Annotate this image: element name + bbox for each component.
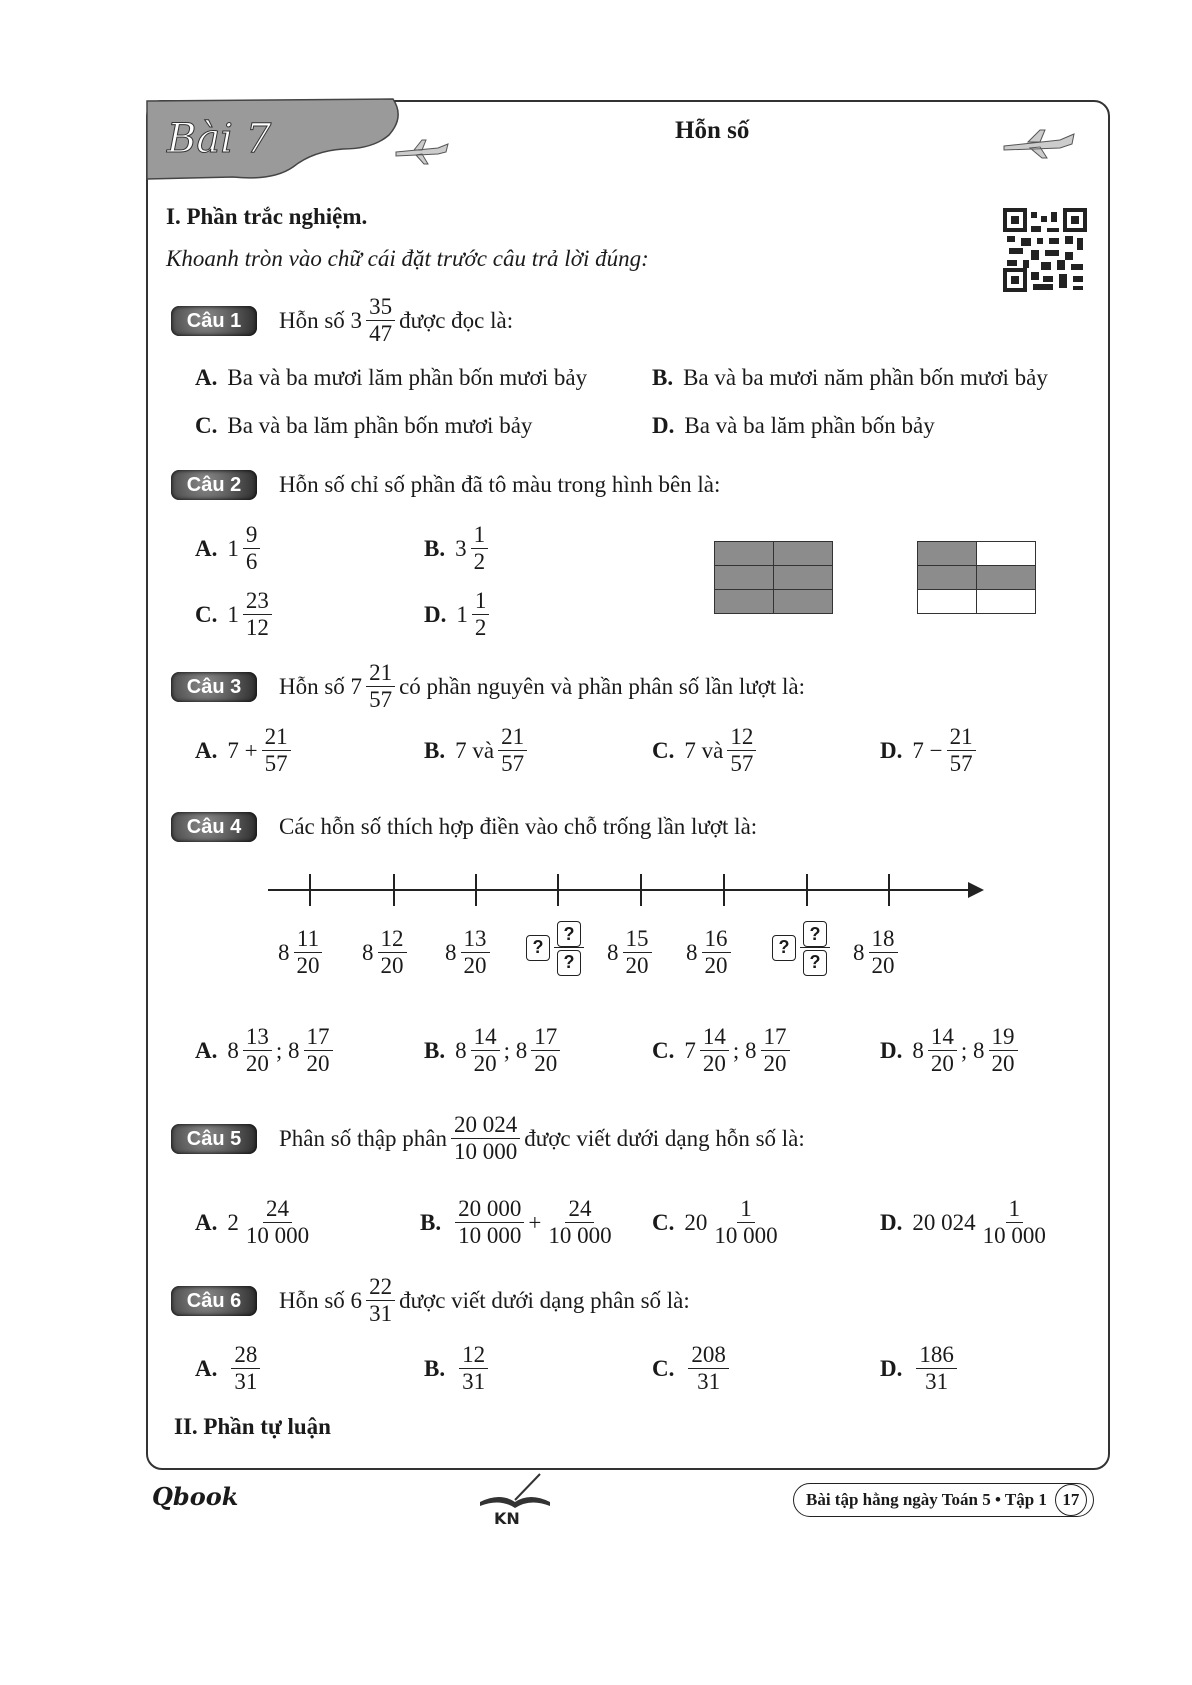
question-6 [171,1274,690,1328]
page-number: 17 [1055,1484,1087,1516]
question-text: Hỗn số 6 [279,1287,363,1313]
fraction: $\frac{20 024}{10 000}$ [451,1112,520,1166]
blank-mixed-number[interactable]: ? $\frac{?}{?}$ [526,920,588,976]
question-badge: Câu 1 [171,306,257,336]
question-text: Hỗn số 3 [279,307,363,333]
option-d[interactable]: D. 1 $\frac{1}{2}$ [424,588,493,642]
option-d[interactable]: D. Ba và ba lăm phần bốn bảy [652,413,935,438]
tick-label: 8 $\frac{12}{20}$ [362,926,411,980]
option-c[interactable]: C. $\frac{208}{31}$ [652,1342,733,1396]
option-c[interactable]: C. 7 $\frac{14}{20}$ ; 8 $\frac{17}{20}$ [652,1024,794,1078]
option-d[interactable]: D. 8 $\frac{14}{20}$ ; 8 $\frac{19}{20}$ [880,1024,1022,1078]
option-a[interactable]: A. $\frac{28}{31}$ [195,1342,264,1396]
tick-label: 8 $\frac{13}{20}$ [445,926,494,980]
option-b[interactable]: B. 3 $\frac{1}{2}$ [424,522,492,576]
option-c[interactable]: C. 20 $\frac{1}{10 000}$ [652,1196,778,1249]
question-text: Phân số thập phân [279,1125,448,1151]
option-c[interactable]: C. Ba và ba lăm phần bốn mươi bảy [195,413,533,438]
option-a[interactable]: A. 8 $\frac{13}{20}$ ; 8 $\frac{17}{20}$ [195,1024,337,1078]
question-badge: Câu 2 [171,470,257,500]
option-d[interactable]: D. 7 − $\frac{21}{57}$ [880,724,980,778]
option-b[interactable]: B. $\frac{20 000}{10 000}$ + $\frac{24}{10 000}$ [420,1196,612,1249]
question-5 [171,1112,805,1166]
question-1 [171,294,513,348]
option-b[interactable]: B. $\frac{12}{31}$ [424,1342,492,1396]
fraction: $\frac{21}{57}$ [366,660,395,714]
qr-code-icon[interactable] [1003,208,1087,292]
option-a[interactable]: A. 2 $\frac{24}{10 000}$ [195,1196,310,1249]
banner-text: Bài 7 [167,116,272,162]
blank-mixed-number[interactable]: ? $\frac{?}{?}$ [772,920,834,976]
option-b[interactable]: B. 8 $\frac{14}{20}$ ; 8 $\frac{17}{20}$ [424,1024,564,1078]
plane-icon [392,136,452,168]
shaded-grid-1 [714,541,833,614]
book-logo-icon [470,1468,560,1528]
svg-text:KN: KN [494,1509,520,1528]
fraction: $\frac{22}{31}$ [366,1274,395,1328]
option-a[interactable]: A. 1 $\frac{9}{6}$ [195,522,264,576]
number-line [258,870,988,920]
question-text: Hỗn số 7 [279,673,363,699]
tick-label: 8 $\frac{18}{20}$ [853,926,902,980]
tick-label: 8 $\frac{16}{20}$ [686,926,735,980]
question-badge: Câu 4 [171,812,257,842]
arrow-icon [968,882,984,898]
option-a[interactable]: A. Ba và ba mươi lăm phần bốn mươi bảy [195,365,588,390]
tick-label: 8 $\frac{11}{20}$ [278,926,327,980]
lesson-banner [143,97,405,181]
plane-icon [1000,126,1078,162]
publisher-logo: Qbook [152,1482,239,1511]
question-badge: Câu 6 [171,1286,257,1316]
option-c[interactable]: C. 1 $\frac{23}{12}$ [195,588,276,642]
question-text: Hỗn số chỉ số phần đã tô màu trong hình bên là: [279,472,721,497]
question-3 [171,660,805,714]
option-a[interactable]: A. 7 + $\frac{21}{57}$ [195,724,295,778]
option-b[interactable]: B. Ba và ba mươi năm phần bốn mươi bảy [652,365,1048,390]
question-2 [171,470,720,500]
question-text: được đọc là: [399,307,514,333]
series-label: Bài tập hằng ngày Toán 5 • Tập 1 17 [793,1483,1094,1517]
option-d[interactable]: D. 20 024 $\frac{1}{10 000}$ [880,1196,1046,1249]
instruction: Khoanh tròn vào chữ cái đặt trước câu trả lời đúng: [166,246,649,271]
option-d[interactable]: D. $\frac{186}{31}$ [880,1342,961,1396]
question-badge: Câu 5 [171,1124,257,1154]
option-c[interactable]: C. 7 và $\frac{12}{57}$ [652,724,760,778]
question-4 [171,812,757,842]
section-title: II. Phần tự luận [174,1414,331,1439]
question-badge: Câu 3 [171,672,257,702]
question-text: Các hỗn số thích hợp điền vào chỗ trống lần lượt là: [279,814,758,839]
shaded-grid-2 [917,541,1036,614]
lesson-title: Hỗn số [675,117,750,144]
section-title: I. Phần trắc nghiệm. [166,204,368,229]
fraction: $\frac{35}{47}$ [366,294,395,348]
question-text: được viết dưới dạng phân số là: [399,1287,690,1313]
question-text: có phần nguyên và phần phân số lần lượt là: [399,673,806,699]
question-text: được viết dưới dạng hỗn số là: [524,1125,805,1151]
tick-label: 8 $\frac{15}{20}$ [607,926,656,980]
option-b[interactable]: B. 7 và $\frac{21}{57}$ [424,724,531,778]
